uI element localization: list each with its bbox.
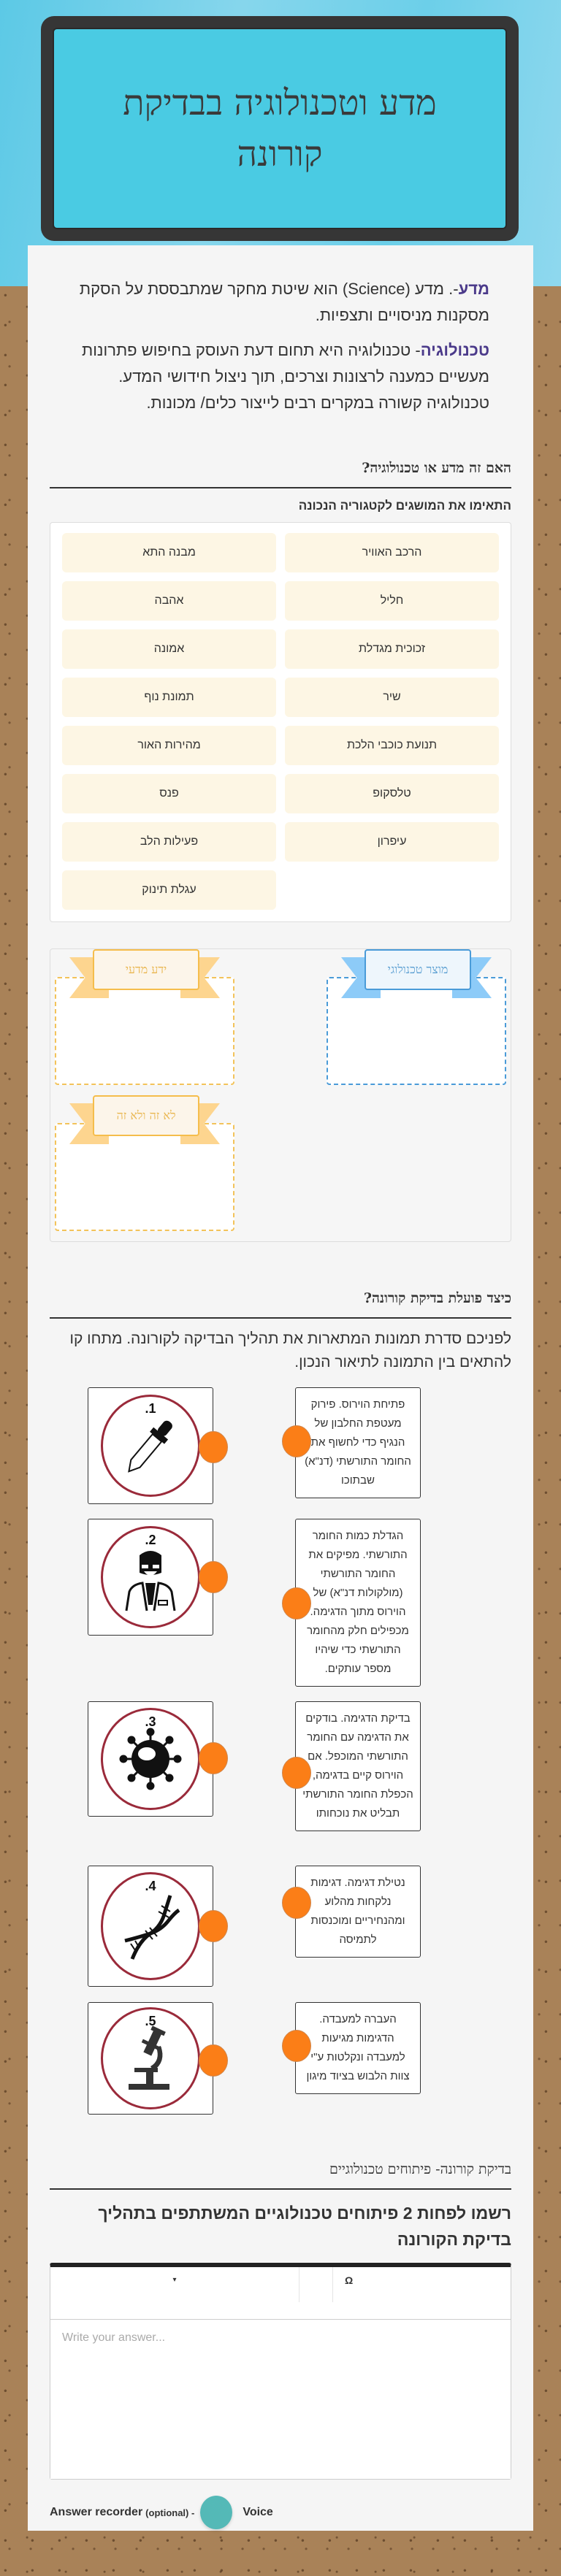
- science-term: מדע: [458, 280, 489, 298]
- picture-card-3: [88, 1701, 213, 1817]
- picture-frame: [101, 1708, 200, 1810]
- match-handle-description-5[interactable]: [282, 2030, 311, 2062]
- recorder-optional-label: (optional) -: [145, 2507, 195, 2518]
- picture-number: .2: [145, 1533, 156, 1547]
- title-banner: [41, 16, 519, 241]
- picture-number: .1: [145, 1401, 156, 1416]
- match-handle-picture-3[interactable]: [199, 1742, 228, 1774]
- drag-item[interactable]: עגלת תינוק: [62, 870, 276, 910]
- items-pool: [50, 522, 511, 922]
- editor-toolbar: [50, 2267, 511, 2320]
- science-text: -. מדע (Science) הוא שיטת מחקר שמתבססת על הסקת מסקנות מניסויים ותצפיות.: [79, 280, 489, 324]
- title-panel: [53, 28, 507, 229]
- category-label: ידע מדעי: [93, 949, 199, 990]
- picture-frame: [101, 1395, 200, 1497]
- drag-item[interactable]: תנועת כוכבי הלכת: [285, 726, 499, 765]
- category-science[interactable]: [55, 949, 234, 1066]
- matching-section-title: כיצד פועלת בדיקת קורונה?: [50, 1290, 511, 1319]
- description-card-2: הגדלת כמות החומר התורשתי. מפיקים את החומר התורשתי (מולקולות דנ"א) של הוירוס מתוך הדגימה. מכפילים חלק מהחומר התורשתי כדי שיהיו מספר עותקים.: [295, 1519, 421, 1687]
- description-card-5: העברה למעבדה. הדגימות מגיעות למעבדה ונקלטות ע"י צוות הלבוש בציוד מיגון: [295, 2002, 421, 2094]
- match-handle-description-1[interactable]: [282, 1425, 311, 1457]
- lab-worker-icon: [118, 1541, 183, 1614]
- answer-input[interactable]: [50, 2320, 511, 2479]
- description-card-3: בדיקת הדגימה. בודקים את הדגימה עם החומר התורשתי המוכפל. אם הוירוס קיים בדגימה, הכפלת החומר התורשתי תבליט את נוכחותו: [295, 1701, 421, 1831]
- format-dropdown[interactable]: [50, 2267, 299, 2319]
- match-handle-picture-1[interactable]: [199, 1431, 228, 1463]
- categories-area: [50, 948, 511, 1242]
- technology-definition: [72, 337, 489, 416]
- drag-item[interactable]: אמונה: [62, 629, 276, 669]
- picture-card-5: [88, 2002, 213, 2115]
- picture-frame: [101, 2007, 200, 2109]
- match-handle-picture-2[interactable]: [199, 1561, 228, 1593]
- voice-label: Voice: [243, 2506, 273, 2518]
- page-title: מדע וטכנולוגיה בבדיקת קורונה: [123, 83, 437, 175]
- dna-icon: [118, 1890, 183, 1963]
- technology-term: טכנולוגיה: [420, 341, 489, 359]
- lesson-card: [28, 245, 533, 2531]
- drag-item[interactable]: עיפרון: [285, 822, 499, 862]
- dropper-icon: [121, 1409, 180, 1482]
- match-handle-description-2[interactable]: [282, 1587, 311, 1619]
- picture-card-2: [88, 1519, 213, 1636]
- match-handle-picture-4[interactable]: [199, 1910, 228, 1942]
- match-handle-picture-5[interactable]: [199, 2044, 228, 2077]
- science-definition: [72, 276, 489, 329]
- drag-item[interactable]: פעילות הלב: [62, 822, 276, 862]
- drag-item[interactable]: טלסקופ: [285, 774, 499, 813]
- empty-slot: [285, 870, 499, 910]
- picture-number: .4: [145, 1879, 156, 1893]
- categorize-section-title: האם זה מדע או טכנולוגיה?: [50, 460, 511, 488]
- drag-item[interactable]: חליל: [285, 581, 499, 621]
- answer-editor: [50, 2263, 511, 2480]
- matching-instructions: לפניכם סדרת תמונות המתארות את תהליך הבדיקה לקורונה. מתחו קו להתאים בין התמונה לתיאור הנכון.: [69, 1330, 511, 1371]
- match-handle-description-4[interactable]: [282, 1887, 311, 1919]
- drag-item[interactable]: הרכב האוויר: [285, 533, 499, 572]
- special-character-button[interactable]: [333, 2267, 365, 2319]
- virus-icon: [118, 1726, 183, 1792]
- recorder-label: Answer recorder: [50, 2506, 143, 2518]
- picture-number: .3: [145, 1714, 156, 1729]
- drag-item[interactable]: אהבה: [62, 581, 276, 621]
- open-question-section-title: בדיקת קורונה- פיתוחים טכנולוגיים: [50, 2161, 511, 2190]
- drag-item[interactable]: פנס: [62, 774, 276, 813]
- description-card-4: נטילת דגימה. דגימות נלקחות מהלוע ומהנחיריים ומוכנסות לתמיסה: [295, 1866, 421, 1958]
- drag-item[interactable]: שיר: [285, 678, 499, 717]
- category-label: לא זה ולא זה: [93, 1095, 199, 1136]
- open-question-prompt: רשמו לפחות 2 פיתוחים טכנולוגיים המשתתפים בתהליך בדיקת הקורונה: [98, 2204, 511, 2249]
- toolbar-separator: [299, 2267, 333, 2302]
- technology-text: - טכנולוגיה היא תחום דעת העוסק בחיפוש פתרונות מעשיים כמענה לרצונות וצרכים, תוך ניצול חידושי המדע. טכנולוגיה קשורה במקרים רבים לייצור כלים/ מכונות.: [82, 341, 489, 412]
- categorize-question: התאימו את המושגים לקטגוריה הנכונה: [298, 499, 511, 513]
- category-technology[interactable]: [327, 949, 506, 1066]
- drag-item[interactable]: מהירות האור: [62, 726, 276, 765]
- picture-frame: [101, 1872, 200, 1980]
- picture-card-1: [88, 1387, 213, 1504]
- picture-card-4: [88, 1866, 213, 1987]
- category-neither[interactable]: [55, 1095, 234, 1212]
- voice-record-button[interactable]: [200, 2496, 232, 2529]
- matching-area: [50, 1387, 511, 2161]
- intro-text: [28, 245, 533, 416]
- drag-item[interactable]: תמונת נוף: [62, 678, 276, 717]
- description-card-1: פתיחת הוירוס. פירוק מעטפת החלבון של הנגיף כדי לחשוף את החומר התורשתי (דנ"א) שבתוכו: [295, 1387, 421, 1498]
- category-label: מוצר טכנולוגי: [365, 949, 471, 990]
- answer-recorder: [50, 2496, 511, 2529]
- picture-frame: [101, 1526, 200, 1628]
- drag-item[interactable]: זכוכית מגדלת: [285, 629, 499, 669]
- match-handle-description-3[interactable]: [282, 1757, 311, 1789]
- drag-item[interactable]: מבנה התא: [62, 533, 276, 572]
- chevron-down-icon: ▾: [172, 2276, 177, 2284]
- picture-number: .5: [145, 2014, 156, 2028]
- omega-icon: Ω: [345, 2274, 354, 2286]
- microscope-icon: [121, 2025, 180, 2091]
